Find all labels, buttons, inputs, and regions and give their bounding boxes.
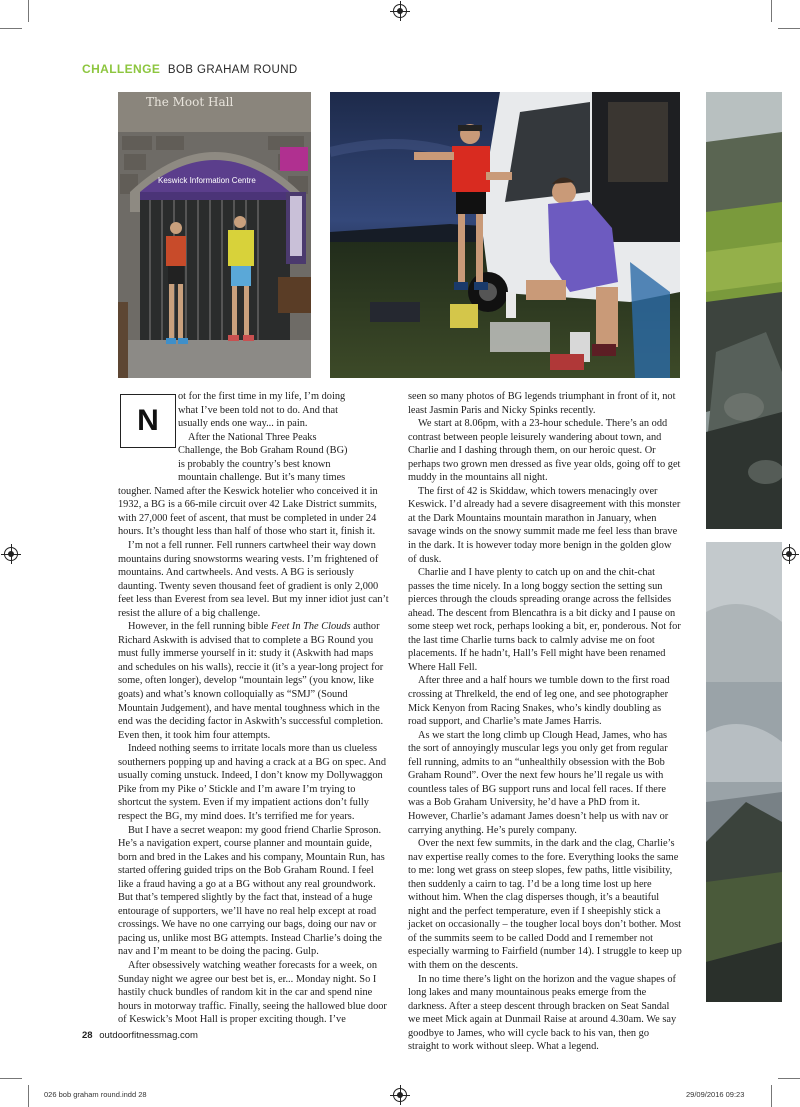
info-centre-sign: Keswick Information Centre	[158, 176, 256, 185]
body-paragraph: Indeed nothing seems to irritate locals more than us clueless southerners popping up and having a crack at a BG on spec. And usually coming unstuck. Indeed, I don’t know my Dollywaggon Pike from my Pike o’ Stickle and I’m aware I’m trying to shortcut the system. Even if my impatient actions don’t fully respect the BG, my mind does. It’s terrified me for years.	[118, 743, 387, 822]
moot-hall-sign: The Moot Hall	[146, 95, 234, 109]
crop-mark	[778, 28, 800, 29]
body-paragraph: I’m not a fell runner. Fell runners cartwheel their way down mountains during snowstorms wearing vests. I’m frightened of mountains. And cartwheels. And vests. A BG is seriously daunting. Twenty seven thousand feet of gradient is only 2,000 feet less than Everest from sea level. But my inner idiot just can’t resist the allure of a big challenge.	[118, 540, 389, 619]
body-paragraph: tougher. Named after the Keswick hotelier who conceived it in 1932, a BG is a 66-mile circuit over 42 Lake District summits, with 27,000 feet of ascent, that must be completed in under 24 hours. It’s thought less than half of those who start it, finish it.	[118, 485, 378, 538]
intro-line: is probably the country’s best known	[178, 458, 331, 470]
intro-line: After the National Three Peaks	[188, 431, 317, 443]
registration-mark-icon	[393, 4, 407, 18]
body-paragraph: Over the next few summits, in the dark and the clag, Charlie’s nav expertise really comes to the fore. Everything looks the same to me: long wet grass on steep slopes, few paths, little visibility, then suddenly a cairn to tag. I’d be a long time lost up here without him. When the clag disperses though, it’s a beautiful night and the perfect temperature, even if I sheepishly stick a jacket on occasionally – the tougher local boys don’t bother. Most of the summits seem to be called Dodd and I remember not especially warming to Fairfield (number 14). I struggle to keep up with them on the descents.	[408, 838, 682, 971]
intro-line: usually ends one way... in pain.	[178, 418, 308, 430]
body-paragraph: But I have a secret weapon: my good friend Charlie Sproson. He’s a navigation expert, course planner and mountain guide, born and bred in the Lakes and his company, Mountain Run, has started offering guided trips on the Bob Graham Round. I feel like a fraud having a go at a BG without any real groundwork. But that’s tempered slightly by the fact that, instead of a huge entourage of supporters, we’ll have no real help except at road crossings. We have no one carrying our bags, doing our nav or pacing us, unlike most BG attempts. Instead Charlie’s doing the nav and I’m meant to be doing the pacing. Gulp.	[118, 824, 385, 958]
article-column-2	[408, 390, 682, 1054]
body-paragraph: Charlie and I have plenty to catch up on and the chit-chat passes the time nicely. In a long boggy section the setting sun pierces through the clouds spreading orange across the fellsides ahead. The descent from Blencathra is a bit dicky and I pause on some steep wet rock, perhaps looking a bit, er, ponderous. Not for the last time Charlie turns back to calmly advise me on foot placements. If he hadn’t, Hall’s Fell might have been renamed Where Hall Fell.	[408, 567, 681, 673]
drop-cap: N	[120, 394, 176, 448]
intro-block	[178, 390, 390, 485]
intro-line: Challenge, the Bob Graham Round (BG)	[178, 445, 348, 457]
registration-mark-icon	[4, 547, 18, 561]
indd-file-slug: 026 bob graham round.indd 28	[44, 1090, 147, 1099]
crop-mark	[0, 1078, 22, 1079]
photo-night-van	[330, 92, 680, 378]
intro-line: mountain challenge. But it’s many times	[178, 472, 346, 484]
intro-line: what I’ve been told not to do. And that	[178, 404, 339, 416]
crop-mark	[28, 0, 29, 22]
article-column-1	[118, 390, 390, 1027]
photo-moot-hall	[118, 92, 311, 378]
section-header	[82, 62, 298, 76]
page-folio	[82, 1030, 198, 1041]
book-title: Feet In The Clouds	[270, 621, 351, 633]
body-paragraph: However, in the fell running bible Feet In The Clouds author Richard Askwith is advised that to complete a BG Round you must fully immerse yourself in it: study it (Askwith had maps and schedules on his walls), reccie it (it’s a year-long project for some, often longer), develop “mountain legs” (you know, like goats) and what’s known colloquially as “SMJ” (Sound Mountain Judgement), and have mental toughness which in the end was the deciding factor in Askwith’s successful completion. Even then, it took him four attempts.	[118, 621, 384, 741]
section-kicker: CHALLENGE	[82, 62, 161, 76]
body-paragraph: As we start the long climb up Clough Head, James, who has the sort of annoyingly muscular legs you only get from regular fell running, admits to an “unhealthily obsession with the Bob Graham Round”. Over the next few hours he’ll regale us with countless tales of BG support runs and local fell races. If there was a Bob Graham University, he’d have a PhD from it. However, Charlie’s adamant James doesn’t help us with nav or carrying anything. He’s purely company.	[408, 729, 669, 836]
body-paragraph: In no time there’s light on the horizon and the vague shapes of long lakes and many mountainous peaks emerge from the darkness. After a steep descent through bracken on Seat Sandal we meet Mick again at Dunmail Raise at around 4.30am. We say goodbye to James, who will cycle back to his van, then go straight to work without sleep. What a legend.	[408, 973, 677, 1053]
body-paragraph: The first of 42 is Skiddaw, which towers menacingly over Keswick. I’d already had a severe disagreement with this monster at the Dark Mountains mountain marathon in January, when savage winds on the snowy summit made me feel less than brave in the dark. It is however today more benign in the golden glow of dusk.	[408, 485, 681, 565]
registration-mark-icon	[782, 547, 796, 561]
photo-mountain-strip-bottom	[706, 542, 782, 1002]
crop-mark	[771, 0, 772, 22]
intro-line: ot for the first time in my life, I’m doing	[178, 391, 346, 402]
section-title: BOB GRAHAM ROUND	[167, 64, 298, 76]
crop-mark	[28, 1085, 29, 1107]
print-date-slug: 29/09/2016 09:23	[686, 1090, 745, 1099]
body-paragraph: seen so many photos of BG legends triumphant in front of it, not least Jasmin Paris and Nicky Spinks recently.	[408, 391, 676, 416]
body-paragraph: After three and a half hours we tumble down to the first road crossing at Threlkeld, the end of leg one, and see photographer Mick Kenyon from Racing Snakes, who’s kindly doubling as road support, and Charlie’s mate James Harris.	[408, 675, 670, 728]
page-number: 28	[82, 1030, 93, 1041]
photo-mountain-strip-top	[706, 92, 782, 529]
body-paragraph: After obsessively watching weather forecasts for a week, on Sunday night we agree our best bet is, er... Monday night. So I hastily chuck bundles of random kit in the car and spend nine hours in motorway traffic. Finally, seeing the hallowed blue door of Keswick’s Moot Hall is proper exciting though. I’ve	[118, 959, 387, 1026]
crop-mark	[771, 1085, 772, 1107]
crop-mark	[778, 1078, 800, 1079]
registration-mark-icon	[393, 1088, 407, 1102]
crop-mark	[0, 28, 22, 29]
body-paragraph: We start at 8.06pm, with a 23-hour schedule. There’s an odd contrast between people leisurely wandering about town, and Charlie and I dashing through them, on our heroic quest. Or perhaps two grown men dressed as five year olds, going off to get muddy in the mountains all night.	[408, 418, 681, 484]
magazine-website-link[interactable]: outdoorfitnessmag.com	[99, 1030, 198, 1041]
